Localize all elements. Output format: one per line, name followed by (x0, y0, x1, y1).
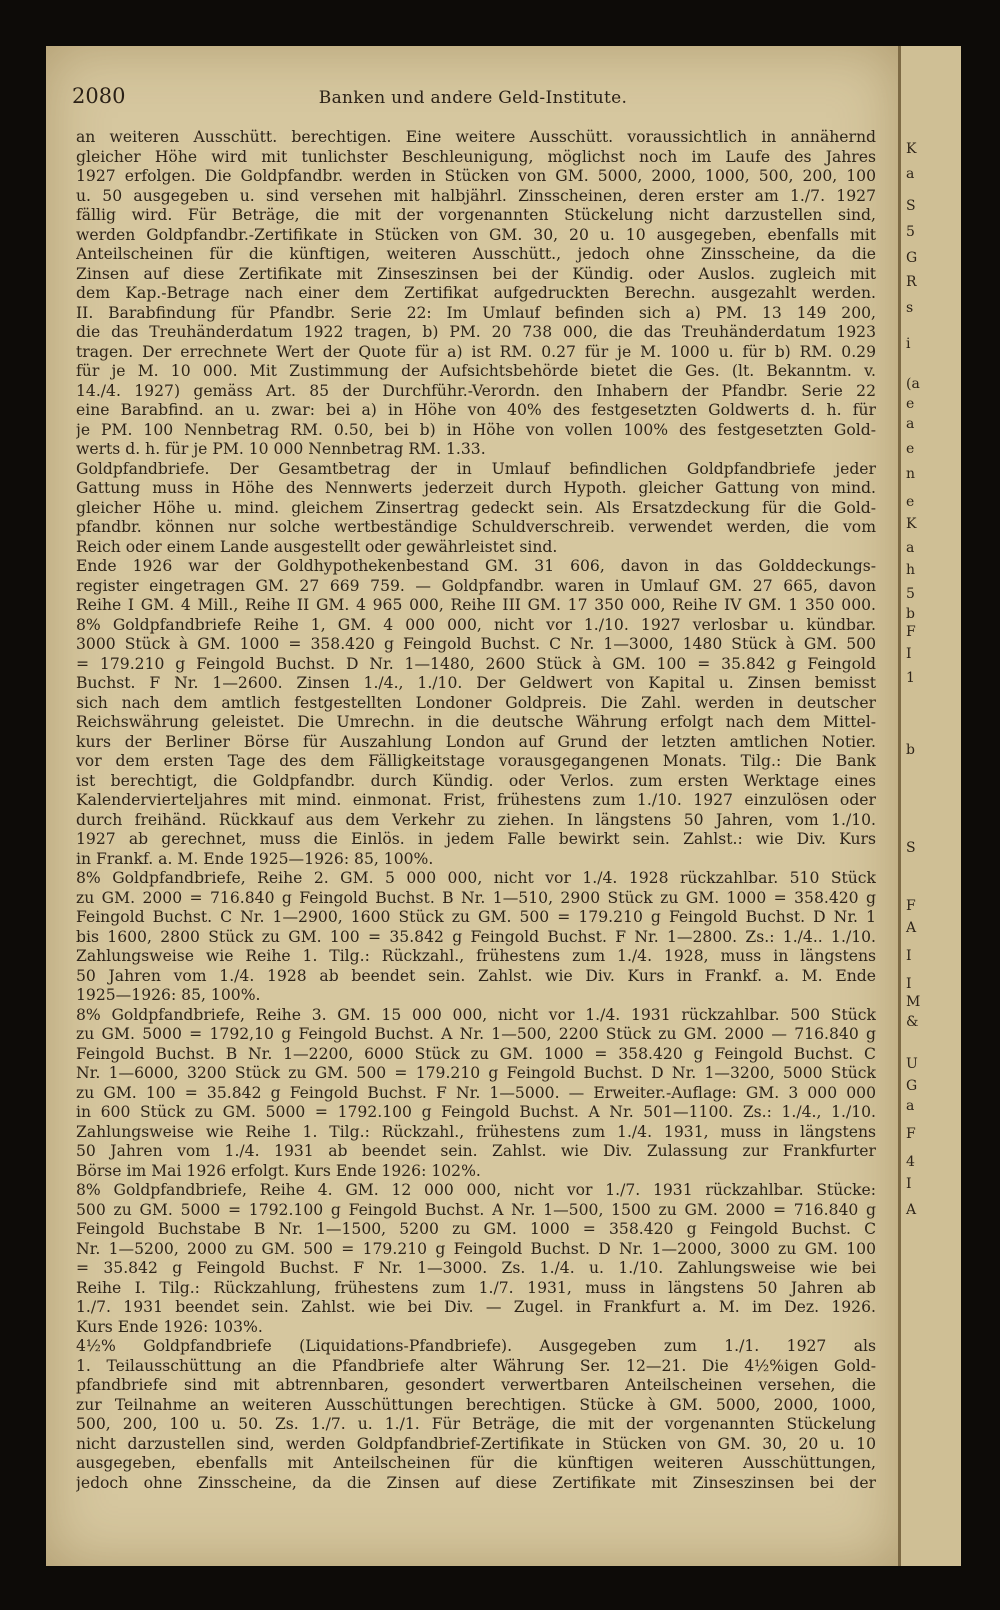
text-line: Reichswährung geleistet. Die Umrechn. in die deutsche Währung erfolgt nach dem Mittel- (76, 713, 876, 731)
margin-fragment: I (906, 948, 912, 964)
text-line: Gattung muss in Höhe des Nennwerts jederzeit durch Hypoth. gleicher Gattung von mind. (76, 479, 876, 497)
text-line: pfandbriefe sind mit abtrennbaren, gesondert verwertbaren Anteilscheinen versehen, die (76, 1376, 876, 1394)
text-line: zu GM. 100 = 35.842 g Feingold Buchst. F Nr. 1—5000. — Erweiter.-Auflage: GM. 3 000 000 (76, 1083, 876, 1102)
text-line: Nr. 1—6000, 3200 Stück zu GM. 500 = 179.210 g Feingold Buchst. D Nr. 1—3200, 5000 Stück (76, 1064, 876, 1082)
margin-fragment: A (906, 920, 917, 936)
text-line: in 600 Stück zu GM. 5000 = 1792.100 g Feingold Buchst. A Nr. 501—1100. Zs.: 1./4., 1./10. (76, 1103, 876, 1121)
text-line: 1927 erfolgen. Die Goldpfandbr. werden in Stücken von GM. 5000, 2000, 1000, 500, 200, 100 (76, 167, 876, 185)
margin-fragment: S (906, 840, 916, 856)
text-line: gleicher Höhe wird mit tunlichster Beschleunigung, möglichst noch im Laufe des Jahres (76, 147, 876, 166)
text-line: ausgegeben, ebenfalls mit Anteilscheinen für die künftigen weiteren Ausschüttungen, (76, 1454, 876, 1472)
text-line: werden Goldpfandbr.-Zertifikate in Stücken von GM. 30, 20 u. 10 ausgegeben, ebenfalls mit (76, 225, 876, 244)
margin-fragment: S (906, 198, 916, 214)
text-line: Reihe I. Tilg.: Rückzahlung, frühestens zum 1./7. 1931, muss in längstens 50 Jahren ab (76, 1278, 876, 1297)
text-line: Reihe I GM. 4 Mill., Reihe II GM. 4 965 000, Reihe III GM. 17 350 000, Reihe IV GM. 1 350 000. (76, 596, 876, 614)
margin-fragment: G (906, 250, 918, 266)
text-line: 1./7. 1931 beendet sein. Zahlst. wie bei Div. — Zugel. in Frankfurt a. M. im Dez. 1926. (76, 1298, 876, 1316)
running-title: Banken und andere Geld-Institute. (318, 88, 628, 108)
text-line: in Frankf. a. M. Ende 1925—1926: 85, 100%. (76, 849, 434, 868)
margin-fragment: b (906, 606, 915, 622)
text-line: zur Teilnahme an weiteren Ausschüttungen berechtigen. Stücke à GM. 5000, 2000, 1000, (76, 1395, 876, 1414)
margin-fragment: K (906, 516, 917, 532)
text-line: register eingetragen GM. 27 669 759. — Goldpfandbr. waren in Umlauf GM. 27 665, davon (76, 576, 876, 595)
text-line: Buchst. F Nr. 1—2600. Zinsen 1./4., 1./10. Der Geldwert von Kapital u. Zinsen bemisst (76, 674, 876, 692)
text-line: werts d. h. für je PM. 10 000 Nennbetrag RM. 1.33. (76, 440, 486, 458)
margin-fragment: a (906, 1098, 915, 1114)
margin-fragment: & (906, 1014, 919, 1030)
margin-fragment: F (906, 898, 916, 914)
text-line: nicht darzustellen sind, werden Goldpfandbrief-Zertifikate in Stücken von GM. 30, 20 u. 10 (76, 1434, 876, 1453)
margin-fragment: (a (906, 376, 920, 392)
text-line: 500 zu GM. 5000 = 1792.100 g Feingold Buchst. A Nr. 1—500, 1500 zu GM. 2000 = 716.840 g (76, 1200, 876, 1219)
margin-fragment: F (906, 1126, 916, 1142)
text-line: zu GM. 5000 = 1792,10 g Feingold Buchst. A Nr. 1—500, 2200 Stück zu GM. 2000 — 716.840 g (76, 1025, 876, 1043)
text-line: = 35.842 g Feingold Buchst. F Nr. 1—3000. Zs. 1./4. u. 1./10. Zahlungsweise wie bei (76, 1259, 876, 1277)
margin-fragment: e (906, 441, 915, 457)
text-line: Zinsen auf diese Zertifikate mit Zinseszinsen bei der Kündig. oder Auslos. zugleich mit (76, 264, 876, 283)
text-line: 1925—1926: 85, 100%. (76, 986, 261, 1004)
margin-fragment: K (906, 141, 917, 157)
text-line: zu GM. 2000 = 716.840 g Feingold Buchst. B Nr. 1—510, 2900 Stück zu GM. 1000 = 358.420 g (76, 888, 876, 907)
margin-fragment: e (906, 494, 915, 510)
text-line: 500, 200, 100 u. 50. Zs. 1./7. u. 1./1. Für Beträge, die mit der vorgenannten Stückelung (76, 1415, 876, 1433)
margin-fragment: 5 (906, 224, 915, 240)
text-line: = 179.210 g Feingold Buchst. D Nr. 1—1480, 2600 Stück à GM. 100 = 35.842 g Feingold (76, 654, 876, 673)
text-line: 8% Goldpfandbriefe, Reihe 4. GM. 12 000 000, nicht vor 1./7. 1931 rückzahlbar. Stücke: (76, 1181, 876, 1199)
text-line: Ende 1926 war der Goldhypothekenbestand GM. 31 606, davon in das Golddeckungs- (76, 557, 876, 575)
page-number: 2080 (72, 84, 126, 108)
text-line: Kalendervierteljahres mit mind. einmonat. Frist, frühestens zum 1./10. 1927 einzulösen oder (76, 791, 876, 809)
text-line: 1927 ab gerechnet, muss die Einlös. in jedem Falle bewirkt sein. Zahlst.: wie Div. Kurs (76, 830, 876, 848)
margin-fragment: U (906, 1056, 918, 1072)
margin-fragment: I (906, 976, 912, 992)
margin-fragment: I (906, 1176, 912, 1192)
text-line: an weiteren Ausschütt. berechtigen. Eine weitere Ausschütt. voraussichtlich in annähernd (76, 128, 876, 146)
margin-fragment: R (906, 274, 917, 290)
margin-fragment: F (906, 624, 916, 640)
text-line: je PM. 100 Nennbetrag RM. 0.50, bei b) in Höhe von vollen 100% des festgesetzten Gold- (76, 420, 876, 439)
text-line: Zahlungsweise wie Reihe 1. Tilg.: Rückzahl., frühestens zum 1./4. 1928, muss in längstens (76, 947, 876, 965)
margin-fragment: i (906, 336, 911, 352)
text-line: Kurs Ende 1926: 103%. (76, 1317, 263, 1336)
text-line: eine Barabfind. an u. zwar: bei a) in Höhe von 40% des festgesetzten Goldwerts d. h. für (76, 401, 876, 419)
margin-fragment: b (906, 742, 915, 758)
text-line: vor dem ersten Tage des dem Fälligkeitstage vorausgegangenen Monats. Tilg.: Die Bank (76, 752, 876, 770)
text-line: II. Barabfindung für Pfandbr. Serie 22: Im Umlauf befinden sich a) PM. 13 149 200, (76, 303, 876, 322)
text-line: ist berechtigt, die Goldpfandbr. durch Kündig. oder Verlos. zum ersten Werktage eines (76, 771, 876, 790)
text-line: für je M. 10 000. Mit Zustimmung der Aufsichtsbehörde bietet die Ges. (lt. Bekanntm. v. (76, 362, 876, 380)
text-line: 8% Goldpfandbriefe, Reihe 2. GM. 5 000 000, nicht vor 1./4. 1928 rückzahlbar. 510 Stück (76, 869, 876, 887)
margin-fragment: a (906, 166, 915, 182)
text-line: Börse im Mai 1926 erfolgt. Kurs Ende 1926: 102%. (76, 1161, 481, 1180)
text-line: 1. Teilausschüttung an die Pfandbriefe alter Währung Ser. 12—21. Die 4½%igen Gold- (76, 1356, 876, 1375)
text-line: Goldpfandbriefe. Der Gesamtbetrag der in Umlauf befindlichen Goldpfandbriefe jeder (76, 459, 876, 478)
text-line: jedoch ohne Zinsscheine, da die Zinsen auf diese Zertifikate mit Zinseszinsen bei der (76, 1473, 876, 1492)
margin-fragment: e (906, 396, 915, 412)
margin-fragment: h (906, 562, 916, 578)
text-line: bis 1600, 2800 Stück zu GM. 100 = 35.842 g Feingold Buchst. F Nr. 1—2800. Zs.: 1./4.. 1./10. (76, 927, 876, 946)
text-line: Feingold Buchstabe B Nr. 1—1500, 5200 zu GM. 1000 = 358.420 g Feingold Buchst. C (76, 1220, 876, 1238)
text-line: Zahlungsweise wie Reihe 1. Tilg.: Rückzahl., frühestens zum 1./4. 1931, muss in längstens (76, 1122, 876, 1141)
adjacent-page-edge (898, 46, 961, 1566)
text-line: kurs der Berliner Börse für Auszahlung London auf Grund der letzten amtlichen Notier. (76, 732, 876, 751)
text-line: 8% Goldpfandbriefe, Reihe 3. GM. 15 000 000, nicht vor 1./4. 1931 rückzahlbar. 500 Stück (76, 1005, 876, 1024)
page-header (72, 84, 874, 116)
margin-fragment: 1 (906, 670, 915, 686)
text-line: 50 Jahren vom 1./4. 1928 ab beendet sein. Zahlst. wie Div. Kurs in Frankf. a. M. Ende (76, 966, 876, 985)
text-line: 4½% Goldpfandbriefe (Liquidations-Pfandbriefe). Ausgegeben zum 1./1. 1927 als (76, 1337, 876, 1355)
text-line: dem Kap.-Betrage nach einer dem Zertifikat aufgedruckten Berechn. ausgezahlt werden. (76, 284, 876, 302)
margin-fragment: A (906, 1202, 917, 1218)
text-line: fällig wird. Für Beträge, die mit der vorgenannten Stückelung nicht darzustellen sind, (76, 206, 876, 224)
text-line: Reich oder einem Lande ausgestellt oder gewährleistet sind. (76, 537, 558, 556)
text-line: 50 Jahren vom 1./4. 1931 ab beendet sein. Zahlst. wie Div. Zulassung zur Frankfurter (76, 1142, 876, 1160)
book-page (46, 46, 898, 1566)
text-line: pfandbr. können nur solche wertbeständige Schuldverschreib. verwendet werden, die vom (76, 518, 876, 536)
text-line: Anteilscheinen für die künftigen, weiteren Ausschütt., jedoch ohne Zinsscheine, da die (76, 245, 876, 263)
text-line: 8% Goldpfandbriefe Reihe 1, GM. 4 000 000, nicht vor 1./10. 1927 verlosbar u. kündbar. (76, 615, 876, 634)
text-line: Feingold Buchst. B Nr. 1—2200, 6000 Stück zu GM. 1000 = 358.420 g Feingold Buchst. C (76, 1044, 876, 1063)
text-line: durch freihänd. Rückkauf aus dem Verkehr zu ziehen. In längstens 50 Jahren, vom 1./10. (76, 810, 876, 829)
text-line: die das Treuhänderdatum 1922 tragen, b) PM. 20 738 000, die das Treuhänderdatum 1923 (76, 323, 876, 341)
margin-fragment: I (906, 646, 912, 662)
margin-fragment: n (906, 466, 916, 482)
text-line: 3000 Stück à GM. 1000 = 358.420 g Feingold Buchst. C Nr. 1—3000, 1480 Stück à GM. 500 (76, 635, 876, 653)
text-line: Nr. 1—5200, 2000 zu GM. 500 = 179.210 g Feingold Buchst. D Nr. 1—2000, 3000 zu GM. 100 (76, 1239, 876, 1258)
text-line: u. 50 ausgegeben u. sind versehen mit halbjährl. Zinsscheinen, deren erster am 1./7. 1927 (76, 186, 876, 205)
text-line: 14./4. 1927) gemäss Art. 85 der Durchführ.-Verordn. den Inhabern der Pfandbr. Serie 22 (76, 381, 876, 400)
margin-fragment: s (906, 300, 914, 316)
margin-fragment: a (906, 540, 915, 556)
text-line: Feingold Buchst. C Nr. 1—2900, 1600 Stück zu GM. 500 = 179.210 g Feingold Buchst. D Nr. 1 (76, 908, 876, 926)
text-line: sich nach dem amtlich festgestellten Londoner Goldpreis. Die Zahl. werden in deutscher (76, 693, 876, 712)
margin-fragment: 4 (906, 1154, 915, 1170)
page-body (76, 128, 876, 1493)
margin-fragment: a (906, 416, 915, 432)
margin-fragment: G (906, 1078, 918, 1094)
text-line: tragen. Der errechnete Wert der Quote für a) ist RM. 0.27 für je M. 1000 u. für b) RM. 0.29 (76, 342, 876, 361)
margin-fragment: M (906, 994, 921, 1010)
margin-fragment: 5 (906, 586, 915, 602)
text-line: gleicher Höhe u. mind. gleichem Zinsertrag gedeckt sein. Als Ersatzdeckung für die Gold- (76, 498, 876, 517)
